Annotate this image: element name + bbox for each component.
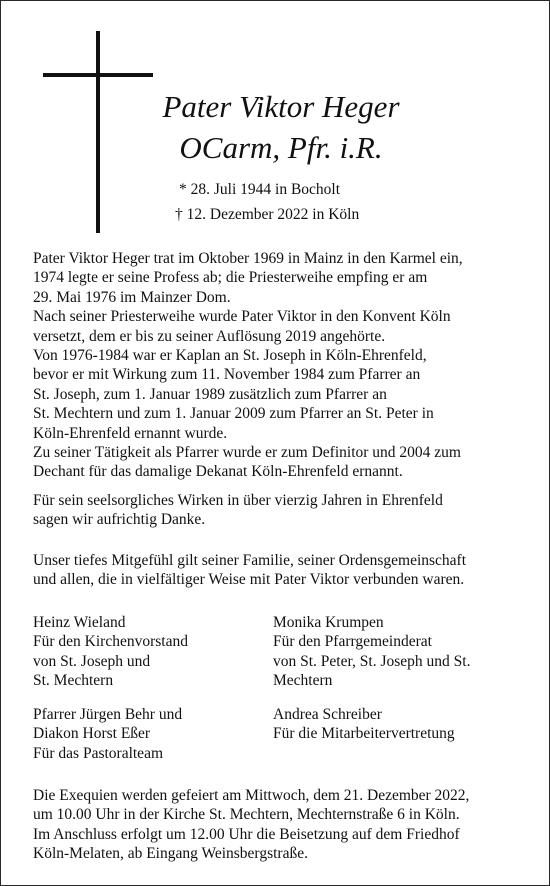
text-line: Die Exequien werden gefeiert am Mittwoch, dem 21. Dezember 2022, xyxy=(33,787,470,804)
signatory-role: St. Mechtern xyxy=(33,672,114,690)
signatory-role: Für die Mitarbeitervertretung xyxy=(273,725,455,743)
text-line: Nach seiner Priesterweihe wurde Pater Viktor in den Konvent Köln xyxy=(33,308,451,326)
signatory-role: von St. Peter, St. Joseph und St. xyxy=(273,652,471,670)
signatory-church-board xyxy=(33,613,273,691)
text-line: bevor er mit Wirkung zum 11. November 1984 zum Pfarrer an xyxy=(33,366,421,384)
signatory-name: Diakon Horst Eßer xyxy=(33,725,151,743)
cross-icon-horizontal-beam xyxy=(43,73,153,77)
text-line: um 10.00 Uhr in der Kirche St. Mechtern, Mechternstraße 6 in Köln. xyxy=(33,806,460,824)
text-line: und allen, die in vielfältiger Weise mit Pater Viktor verbunden waren. xyxy=(33,571,465,589)
text-line: Köln-Melaten, ab Eingang Weinsbergstraße. xyxy=(33,845,308,863)
deceased-name: Pater Viktor Heger xyxy=(162,89,400,124)
text-line: Unser tiefes Mitgefühl gilt seiner Familie, seiner Ordensgemeinschaft xyxy=(33,552,467,569)
signatory-parish-council xyxy=(273,613,513,691)
text-line: Dechant für das damalige Dekanat Köln-Ehrenfeld ernannt. xyxy=(33,463,403,481)
text-line: Für sein seelsorgliches Wirken in über vierzig Jahren in Ehrenfeld xyxy=(33,492,443,509)
signatory-name: Andrea Schreiber xyxy=(273,706,382,723)
signatory-name: Pfarrer Jürgen Behr und xyxy=(33,706,183,723)
funeral-information xyxy=(33,786,529,864)
deceased-title: OCarm, Pfr. i.R. xyxy=(179,130,383,165)
text-line: Von 1976-1984 war er Kaplan an St. Joseph in Köln-Ehrenfeld, xyxy=(33,347,427,365)
text-line: St. Joseph, zum 1. Januar 1989 zusätzlich zum Pfarrer an xyxy=(33,385,387,403)
signatory-pastoral-team xyxy=(33,705,273,763)
signatory-role: Für den Pfarrgemeinderat xyxy=(273,633,432,651)
text-line: 1974 legte er seine Profess ab; die Priesterweihe empfing er am xyxy=(33,269,428,287)
signatory-role: Mechtern xyxy=(273,672,333,690)
text-line: Pater Viktor Heger trat im Oktober 1969 in Mainz in den Karmel ein, xyxy=(33,250,463,267)
signatory-role: Für den Kirchenvorstand xyxy=(33,633,188,651)
death-date: † 12. Dezember 2022 in Köln xyxy=(175,206,360,223)
biography-paragraph xyxy=(33,249,529,482)
text-line: 29. Mai 1976 im Mainzer Dom. xyxy=(33,288,231,306)
signatory-name: Monika Krumpen xyxy=(273,614,384,631)
text-line: St. Mechtern und zum 1. Januar 2009 zum Pfarrer an St. Peter in xyxy=(33,405,434,423)
text-line: Zu seiner Tätigkeit als Pfarrer wurde er zum Definitor und 2004 zum xyxy=(33,444,461,462)
thanks-paragraph xyxy=(33,491,529,530)
signatory-name: Heinz Wieland xyxy=(33,614,126,631)
birth-date: * 28. Juli 1944 in Bocholt xyxy=(179,181,341,198)
text-line: sagen wir aufrichtig Danke. xyxy=(33,511,206,529)
signatory-role: von St. Joseph und xyxy=(33,652,151,670)
cross-icon-vertical-beam xyxy=(96,31,100,233)
signatory-role: Für das Pastoralteam xyxy=(33,744,164,762)
condolence-paragraph xyxy=(33,551,529,590)
signatory-staff-representation xyxy=(273,705,513,744)
text-line: Im Anschluss erfolgt um 12.00 Uhr die Beisetzung auf dem Friedhof xyxy=(33,825,460,843)
text-line: Köln-Ehrenfeld ernannt wurde. xyxy=(33,424,228,442)
text-line: versetzt, dem er bis zu seiner Auflösung 2019 angehörte. xyxy=(33,327,386,345)
